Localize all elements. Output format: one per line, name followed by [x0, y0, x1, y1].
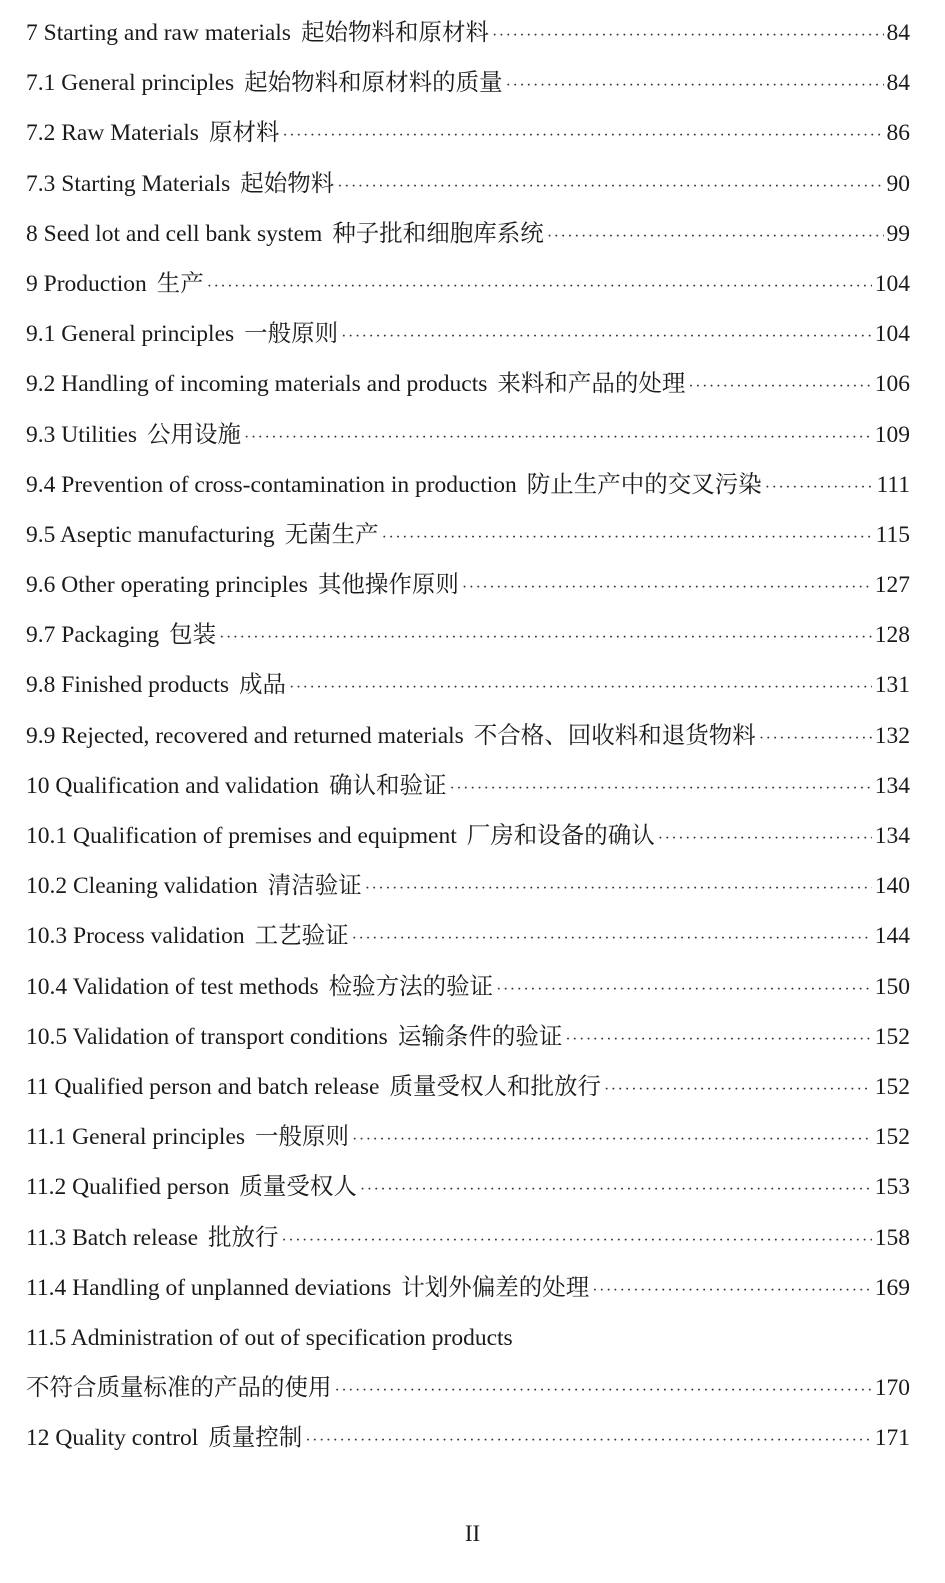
- toc-entry-title-en: 11.2 Qualified person: [26, 1174, 230, 1201]
- toc-entry-title-en: 11.1 General principles: [26, 1124, 246, 1151]
- toc-entry-title: [26, 861, 362, 911]
- toc-entry-page-number: 128: [874, 622, 910, 649]
- toc-entry-page-number: 106: [874, 371, 910, 398]
- toc-leader-dots: [565, 1015, 871, 1065]
- toc-entry-title-en: 10.1 Qualification of premises and equipment: [26, 823, 457, 849]
- toc-leader-dots: [305, 1416, 871, 1466]
- toc-leader-dots: [492, 11, 884, 61]
- toc-leader-dots: [382, 513, 873, 563]
- toc-entry-title: [26, 1363, 332, 1413]
- toc-entry-page-number: 140: [874, 873, 910, 900]
- toc-entry-title-zh: 清洁验证: [267, 873, 362, 900]
- toc-entry[interactable]: [26, 962, 910, 1012]
- toc-entry-title-zh: 无菌生产: [284, 521, 379, 548]
- toc-entry-page-number: 158: [874, 1224, 910, 1251]
- toc-leader-dots: [765, 463, 874, 513]
- toc-entry-title-zh: 起始物料: [240, 170, 335, 197]
- toc-entry[interactable]: [26, 1162, 910, 1212]
- toc-entry-title-zh: 计划外偏差的处理: [401, 1274, 590, 1301]
- toc-entry-title-zh: 防止生产中的交叉污染: [526, 471, 762, 498]
- toc-leader-dots: [592, 1266, 871, 1316]
- toc-entry-page-number: 127: [874, 572, 910, 599]
- toc-entry-title: [26, 761, 447, 811]
- toc-leader-dots: [604, 1065, 872, 1115]
- toc-entry-title: [26, 560, 459, 610]
- toc-entry-title-zh: 成品: [239, 672, 287, 699]
- toc-leader-dots: [282, 111, 883, 161]
- toc-leader-dots: [450, 764, 872, 814]
- toc-entry-page-number: 144: [874, 923, 910, 950]
- toc-entry[interactable]: [26, 410, 910, 460]
- toc-entry-title: [26, 108, 279, 158]
- toc-leader-dots: [360, 1165, 872, 1215]
- toc-entry-title: [26, 259, 204, 309]
- toc-entry-title-en: 7.2 Raw Materials: [26, 120, 199, 147]
- toc-entry[interactable]: [26, 861, 910, 911]
- toc-leader-dots: [219, 613, 872, 663]
- toc-entry-title-zh: 检验方法的验证: [328, 973, 494, 1000]
- toc-entry-title-zh: 厂房和设备的确认: [466, 823, 655, 849]
- toc-leader-dots: [759, 714, 872, 764]
- toc-entry-page-number: 134: [874, 772, 910, 799]
- toc-entry-page-number: 111: [876, 471, 910, 498]
- toc-entry-title-en: 10.3 Process validation: [26, 923, 245, 950]
- toc-entry-title-en: 11.4 Handling of unplanned deviations: [26, 1274, 392, 1301]
- toc-entry-page-number: 134: [874, 823, 910, 849]
- toc-entry-title-en: 9.8 Finished products: [26, 672, 230, 699]
- toc-entry[interactable]: [26, 460, 910, 510]
- toc-entry[interactable]: [26, 1363, 910, 1413]
- toc-entry-title: [26, 962, 493, 1012]
- toc-entry-page-number: 84: [886, 20, 910, 46]
- page-number: II: [464, 1521, 481, 1546]
- toc-entry-page-number: 131: [874, 672, 910, 699]
- toc-entry[interactable]: [26, 209, 910, 259]
- toc-leader-dots: [352, 1115, 872, 1165]
- toc-entry-title: [26, 1213, 279, 1263]
- toc-entry-title-en: 9.4 Prevention of cross-contamination in production: [26, 471, 517, 498]
- toc-leader-dots: [244, 413, 872, 463]
- toc-entry-title: [26, 911, 349, 961]
- toc-entry[interactable]: [26, 1313, 910, 1363]
- toc-entry-title-zh: 种子批和细胞库系统: [332, 220, 544, 247]
- toc-entry[interactable]: [26, 1213, 910, 1263]
- toc-entry-page-number: 104: [874, 321, 910, 348]
- toc-leader-dots: [337, 162, 883, 212]
- toc-entry[interactable]: [26, 1413, 910, 1463]
- toc-entry-title-zh: 运输条件的验证: [397, 1023, 563, 1050]
- toc-entry-title-en: 10.5 Validation of transport conditions: [26, 1023, 388, 1050]
- toc-entry-page-number: 150: [874, 973, 910, 1000]
- toc-entry-title-zh: 起始物料和原材料: [300, 20, 489, 46]
- toc-entry-title: [26, 1112, 349, 1162]
- toc-entry[interactable]: [26, 911, 910, 961]
- toc-entry-title-en: 12 Quality control: [26, 1425, 199, 1452]
- toc-entry-title-zh: 质量控制: [208, 1425, 303, 1452]
- toc-entry-title: [26, 1313, 523, 1363]
- toc-entry-title: [26, 309, 338, 359]
- toc-entry-title: [26, 711, 756, 761]
- toc-entry-title-zh: 质量受权人: [239, 1174, 357, 1201]
- toc-entry-title: [26, 811, 655, 861]
- table-of-contents: [26, 8, 910, 1463]
- toc-entry-page-number: 152: [874, 1124, 910, 1151]
- toc-entry[interactable]: [26, 510, 910, 560]
- toc-entry-title: [26, 1012, 562, 1062]
- toc-entry-page-number: 152: [874, 1073, 910, 1100]
- toc-entry-title-en: 10 Qualification and validation: [26, 772, 320, 799]
- toc-entry-title-en: 7.1 General principles: [26, 70, 235, 97]
- toc-entry-title: [26, 1162, 357, 1212]
- toc-leader-dots: [506, 61, 884, 111]
- toc-entry-title: [26, 1263, 589, 1313]
- toc-entry-title-zh: 包装: [169, 622, 217, 649]
- toc-entry-title: [26, 1062, 601, 1112]
- toc-entry-title: [26, 359, 685, 409]
- toc-entry-title-zh: 生产: [156, 270, 204, 297]
- toc-entry-title-zh: 不符合质量标准的产品的使用: [26, 1375, 332, 1402]
- toc-entry-title-en: 9.3 Utilities: [26, 421, 137, 448]
- toc-entry[interactable]: [26, 8, 910, 58]
- toc-entry[interactable]: [26, 1112, 910, 1162]
- toc-entry-title-zh: 公用设施: [146, 421, 241, 448]
- toc-entry-title-zh: 确认和验证: [329, 772, 447, 799]
- toc-entry-title-zh: 一般原则: [244, 321, 339, 348]
- toc-entry-page-number: 152: [874, 1023, 910, 1050]
- toc-entry[interactable]: [26, 1062, 910, 1112]
- toc-leader-dots: [341, 312, 872, 362]
- toc-entry[interactable]: [26, 58, 910, 108]
- toc-entry-title-zh: 工艺验证: [254, 923, 349, 950]
- toc-leader-dots: [688, 362, 871, 412]
- toc-entry-title-en: 9.2 Handling of incoming materials and products: [26, 371, 488, 398]
- toc-leader-dots: [365, 864, 872, 914]
- toc-entry-page-number: 132: [874, 722, 910, 749]
- toc-entry-page-number: 153: [874, 1174, 910, 1201]
- toc-entry-page-number: 171: [874, 1425, 910, 1452]
- toc-entry-title: [26, 209, 544, 259]
- toc-entry-title-zh: 原材料: [208, 120, 280, 147]
- toc-entry[interactable]: [26, 359, 910, 409]
- toc-leader-dots: [547, 212, 884, 262]
- toc-leader-dots: [496, 965, 872, 1015]
- toc-entry-page-number: 169: [874, 1274, 910, 1301]
- toc-entry[interactable]: [26, 811, 910, 861]
- toc-entry-page-number: 99: [886, 220, 910, 247]
- toc-entry-title: [26, 159, 334, 209]
- toc-entry-title-zh: 起始物料和原材料的质量: [244, 70, 503, 97]
- toc-entry-page-number: 90: [886, 170, 910, 197]
- toc-entry[interactable]: [26, 711, 910, 761]
- toc-entry[interactable]: [26, 610, 910, 660]
- toc-entry-title-en: 9.5 Aseptic manufacturing: [26, 521, 275, 548]
- toc-entry-title-en: 11 Qualified person and batch release: [26, 1073, 380, 1100]
- toc-entry-page-number: 86: [886, 120, 910, 147]
- toc-entry-title-zh: 来料和产品的处理: [497, 371, 686, 398]
- toc-entry-title-en: 10.4 Validation of test methods: [26, 973, 319, 1000]
- toc-leader-dots: [352, 914, 872, 964]
- toc-entry[interactable]: [26, 1012, 910, 1062]
- toc-entry[interactable]: [26, 761, 910, 811]
- toc-entry[interactable]: [26, 309, 910, 359]
- toc-entry-page-number: 109: [874, 421, 910, 448]
- toc-entry-title-en: 11.3 Batch release: [26, 1224, 199, 1251]
- toc-entry-page-number: 84: [886, 70, 910, 97]
- toc-entry-title: [26, 8, 489, 58]
- toc-entry[interactable]: [26, 108, 910, 158]
- toc-leader-dots: [335, 1366, 872, 1416]
- toc-entry-title-en: 9.9 Rejected, recovered and returned materials: [26, 722, 464, 749]
- toc-entry-title-en: 7.3 Starting Materials: [26, 170, 231, 197]
- toc-entry-title-en: 9.1 General principles: [26, 321, 235, 348]
- toc-entry-title: [26, 660, 286, 710]
- toc-entry-title: [26, 410, 241, 460]
- toc-entry-title: [26, 610, 216, 660]
- toc-leader-dots: [289, 663, 872, 713]
- toc-entry-title-zh: 不合格、回收料和退货物料: [473, 722, 756, 749]
- toc-leader-dots: [462, 563, 872, 613]
- toc-entry-title: [26, 58, 503, 108]
- toc-entry-title: [26, 510, 379, 560]
- toc-entry-page-number: 104: [874, 270, 910, 297]
- toc-entry-title-en: 9.6 Other operating principles: [26, 572, 308, 599]
- toc-entry-page-number: 170: [874, 1375, 910, 1402]
- toc-leader-dots: [658, 814, 872, 864]
- toc-entry-title-en: 11.5 Administration of out of specification products: [26, 1324, 513, 1351]
- toc-entry-page-number: 115: [875, 521, 910, 548]
- toc-entry[interactable]: [26, 660, 910, 710]
- toc-entry[interactable]: [26, 560, 910, 610]
- toc-entry-title-zh: 批放行: [208, 1224, 279, 1251]
- toc-entry-title-zh: 其他操作原则: [317, 572, 459, 599]
- toc-entry-title-en: 8 Seed lot and cell bank system: [26, 220, 323, 247]
- toc-entry-title-en: 10.2 Cleaning validation: [26, 873, 258, 900]
- toc-entry[interactable]: [26, 1263, 910, 1313]
- toc-entry-title-en: 7 Starting and raw materials: [26, 20, 291, 46]
- toc-entry[interactable]: [26, 159, 910, 209]
- toc-entry-title-zh: 质量受权人和批放行: [389, 1073, 601, 1100]
- toc-entry-title: [26, 1413, 302, 1463]
- toc-leader-dots: [282, 1216, 872, 1266]
- toc-entry-title-en: 9.7 Packaging: [26, 622, 160, 649]
- toc-leader-dots: [207, 262, 872, 312]
- toc-entry-title-en: 9 Production: [26, 270, 147, 297]
- toc-entry-title: [26, 460, 762, 510]
- toc-entry[interactable]: [26, 259, 910, 309]
- toc-entry-title-zh: 一般原则: [255, 1124, 350, 1151]
